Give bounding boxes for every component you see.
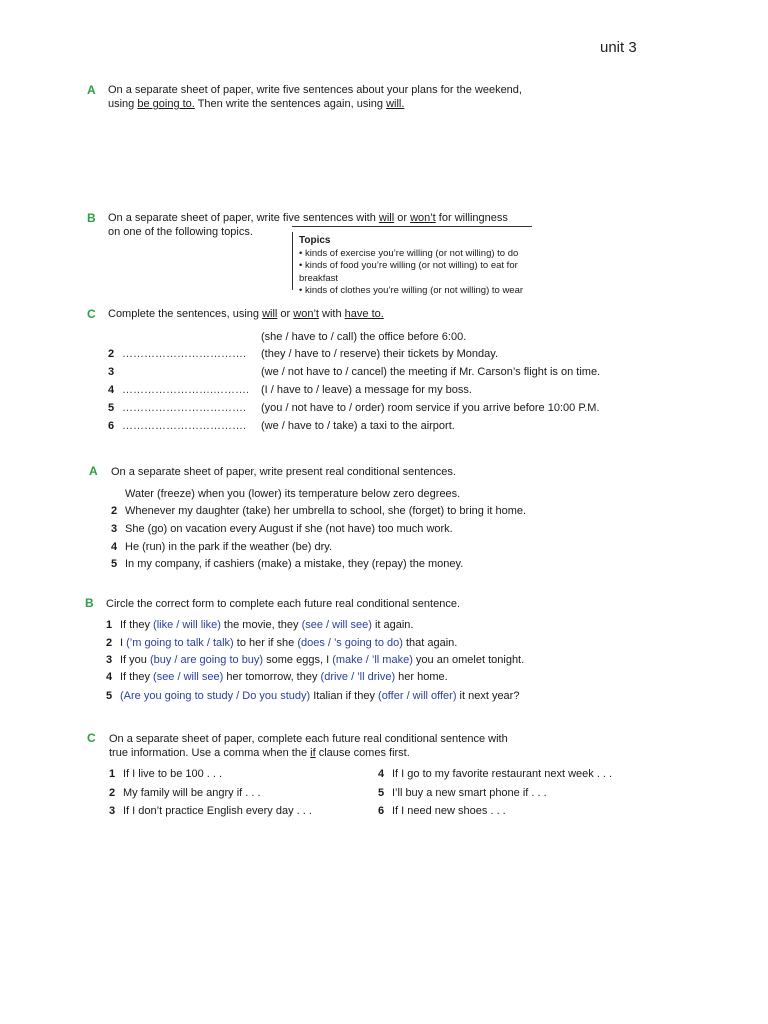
section-letter-b1: B: [87, 211, 96, 225]
a2-item-text: Water (freeze) when you (lower) its temperature below zero degrees.: [125, 488, 461, 500]
section-c2-line2: true information. Use a comma when the if clause comes first.: [109, 747, 410, 759]
c2-item: 1 If I live to be 100 . . .: [109, 768, 223, 780]
b2-item: 5 (Are you going to study / Do you study) Italian if they (offer / will offer) it next year?: [106, 690, 520, 702]
unit-label: unit 3: [600, 39, 637, 56]
c1-item-text: (she / have to / call) the office before 6:00.: [261, 331, 467, 343]
c1-item-num: 4 …………………….……….: [108, 384, 250, 396]
topics-title: Topics: [299, 235, 331, 246]
c1-item-num: 5 …………………………….: [108, 402, 247, 414]
topic-item: • kinds of clothes you’re willing (or not willing) to wear: [299, 285, 524, 296]
section-letter-c1: C: [87, 307, 96, 321]
a2-item: 3 She (go) on vacation every August if she (not have) too much work.: [111, 523, 453, 535]
c1-item-text: (I / have to / leave) a message for my boss.: [261, 384, 472, 396]
c1-item-num: 6 …………………………….: [108, 420, 247, 432]
b2-item: 2 I (’m going to talk / talk) to her if she (does / ’s going to do) that again.: [106, 637, 458, 649]
c1-item-num: 2 …………………………….: [108, 348, 247, 360]
a2-item: 4 He (run) in the park if the weather (be) dry.: [111, 541, 333, 553]
b2-item: 3 If you (buy / are going to buy) some eggs, I (make / ’ll make) you an omelet tonight.: [106, 654, 525, 666]
section-b1-line2: on one of the following topics.: [108, 226, 253, 238]
section-letter-a1: A: [87, 83, 96, 97]
topics-top-rule: [292, 226, 532, 227]
a2-item: 5 In my company, if cashiers (make) a mistake, they (repay) the money.: [111, 558, 464, 570]
c1-item-num: 3: [108, 366, 115, 378]
section-b1-line1: On a separate sheet of paper, write five sentences with will or won’t for willingness: [108, 212, 508, 224]
b2-item: 1 If they (like / will like) the movie, they (see / will see) it again.: [106, 619, 414, 631]
c2-item: 6 If I need new shoes . . .: [378, 805, 506, 817]
section-c2-line1: On a separate sheet of paper, complete each future real conditional sentence with: [109, 733, 508, 745]
c1-item-text: (you / not have to / order) room service if you arrive before 10:00 P.M.: [261, 402, 600, 414]
c2-item: 2 My family will be angry if . . .: [109, 787, 261, 799]
section-a1-line2: using be going to. Then write the sentences again, using will.: [108, 98, 405, 110]
section-letter-b2: B: [85, 596, 94, 610]
b2-item: 4 If they (see / will see) her tomorrow, they (drive / ’ll drive) her home.: [106, 671, 448, 683]
c2-item: 4 If I go to my favorite restaurant next week . . .: [378, 768, 613, 780]
topic-item: • kinds of exercise you’re willing (or not willing) to do: [299, 247, 519, 259]
topic-item: • kinds of food you’re willing (or not willing) to eat for breakfast: [299, 260, 518, 284]
a2-item: 2 Whenever my daughter (take) her umbrella to school, she (forget) to bring it home.: [111, 505, 527, 517]
section-b2-intro: Circle the correct form to complete each future real conditional sentence.: [106, 598, 461, 610]
c1-item-text: (they / have to / reserve) their tickets by Monday.: [261, 348, 499, 360]
c2-item: 3 If I don’t practice English every day . . .: [109, 805, 312, 817]
topics-box: [292, 232, 542, 296]
section-a2-intro: On a separate sheet of paper, write present real conditional sentences.: [111, 466, 456, 478]
section-letter-a2: A: [89, 464, 98, 478]
section-a1-line1: On a separate sheet of paper, write five sentences about your plans for the weekend,: [108, 84, 522, 96]
section-letter-c2: C: [87, 731, 96, 745]
section-c1-intro: Complete the sentences, using will or won’t with have to.: [108, 308, 384, 320]
c1-item-text: (we / have to / take) a taxi to the airport.: [261, 420, 455, 432]
c1-item-text: (we / not have to / cancel) the meeting if Mr. Carson’s flight is on time.: [261, 366, 601, 378]
c2-item: 5 I’ll buy a new smart phone if . . .: [378, 787, 547, 799]
